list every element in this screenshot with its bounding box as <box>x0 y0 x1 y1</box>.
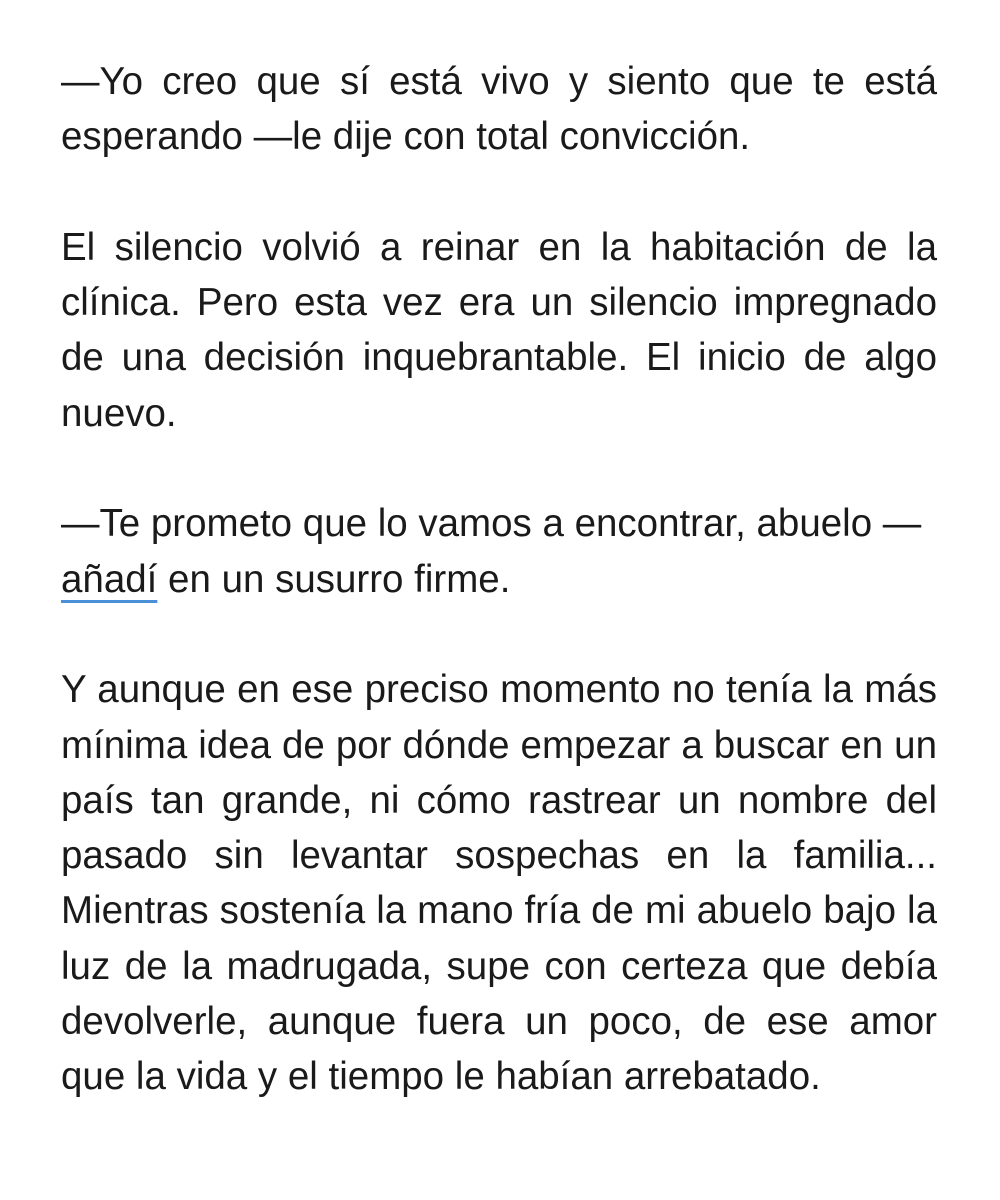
paragraph-3-before: —Te prometo que lo vamos a encontrar, abuelo — <box>61 502 922 546</box>
paragraph-3 <box>61 496 937 607</box>
document-body <box>61 54 937 1105</box>
spellcheck-flagged-word[interactable]: añadí <box>61 557 158 601</box>
paragraph-4: Y aunque en ese preciso momento no tenía la más mínima idea de por dónde empezar a buscar en un país tan grande, ni cómo rastrear un nombre del pasado sin levantar sospechas en la familia... Mientras sostenía la mano fría de mi abuelo bajo la luz de la madrugada, supe con certeza que debía devolverle, aunque fuera un poco, de ese amor que la vida y el tiempo le habían arrebatado. <box>61 668 937 1099</box>
paragraph-2: El silencio volvió a reinar en la habitación de la clínica. Pero esta vez era un silencio impregnado de una decisión inquebrantable. El inicio de algo nuevo. <box>61 225 937 435</box>
paragraph-1: —Yo creo que sí está vivo y siento que te está esperando —le dije con total convicción. <box>61 60 937 159</box>
paragraph-3-after: en un susurro firme. <box>157 557 511 601</box>
